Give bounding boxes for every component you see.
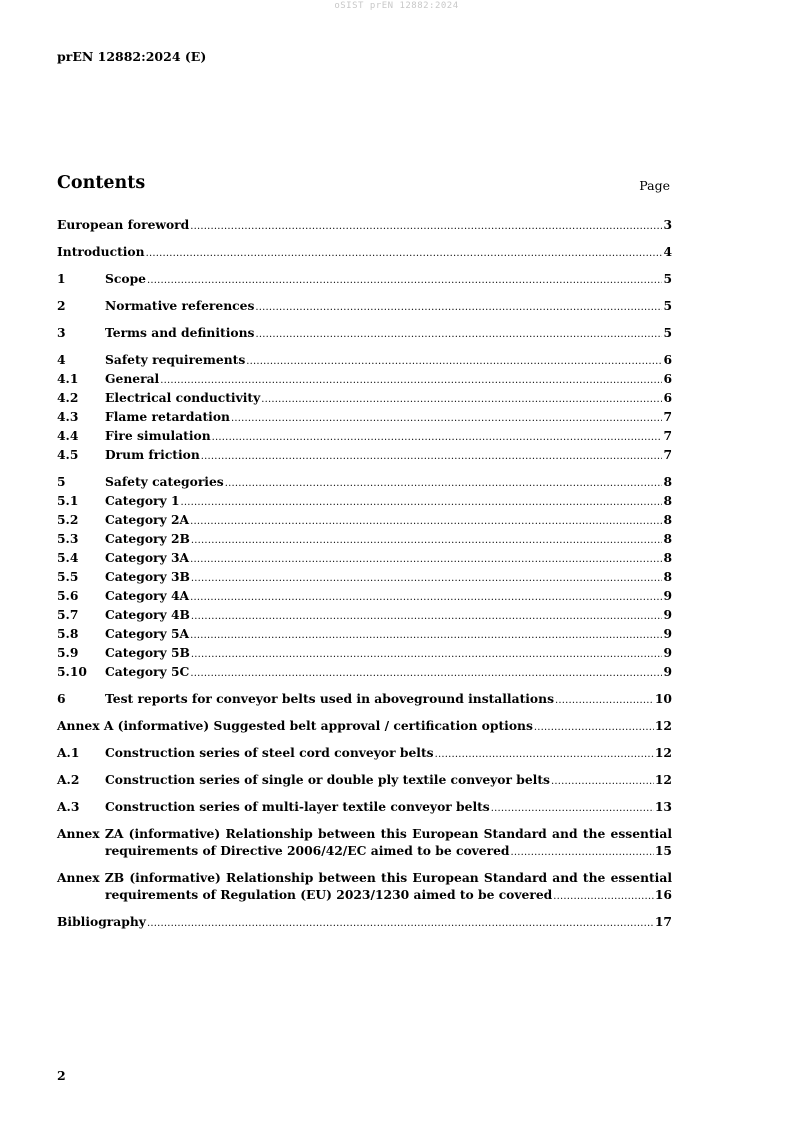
toc-entry-title: Category 3A — [105, 550, 190, 565]
toc-entry[interactable] — [57, 511, 672, 530]
toc-entry[interactable] — [57, 644, 672, 663]
toc-entry[interactable] — [57, 473, 672, 492]
toc-entry-page: 7 — [663, 428, 672, 443]
toc-entry-title: Scope — [105, 271, 146, 286]
toc-entry-title: Category 4B — [105, 607, 190, 622]
toc-entry-annex-zb[interactable] — [57, 869, 672, 905]
toc-entry-title: Category 4A — [105, 588, 190, 603]
toc-entry-title: Construction series of multi-layer textile conveyor belts — [105, 799, 490, 814]
toc-leader — [190, 627, 662, 644]
toc-entry[interactable] — [57, 324, 672, 343]
toc-entry-page: 16 — [654, 887, 672, 902]
toc-entry[interactable] — [57, 370, 672, 389]
toc-entry-page: 8 — [663, 512, 672, 527]
toc-leader — [146, 245, 663, 262]
toc-leader — [191, 646, 663, 663]
toc-entry-title-continued: requirements of Regulation (EU) 2023/1230 aimed to be covered — [105, 887, 553, 902]
toc-entry-title: Drum friction — [105, 447, 200, 462]
toc-entry-page: 8 — [663, 550, 672, 565]
toc-entry-title: Construction series of steel cord conveyor belts — [105, 745, 434, 760]
toc-entry-page: 15 — [654, 843, 672, 858]
toc-entry-number: 5.5 — [57, 569, 79, 584]
toc-entry-number: 6 — [57, 691, 66, 706]
toc-entry[interactable] — [57, 243, 672, 262]
toc-entry-number: 3 — [57, 325, 66, 340]
toc-entry-number: 4.3 — [57, 409, 79, 424]
toc-leader — [231, 410, 662, 427]
toc-entry-number: 4.4 — [57, 428, 79, 443]
toc-leader — [190, 665, 662, 682]
toc-entry-title: Bibliography — [57, 914, 146, 929]
toc-entry-number: 5.1 — [57, 493, 79, 508]
toc-entry-number: 5.4 — [57, 550, 79, 565]
toc-entry-page: 13 — [654, 799, 672, 814]
toc-leader — [191, 608, 663, 625]
toc-entry-title: General — [105, 371, 160, 386]
toc-entry[interactable] — [57, 625, 672, 644]
toc-leader — [190, 551, 662, 568]
toc-entry[interactable] — [57, 606, 672, 625]
toc-entry-number: A.2 — [57, 772, 80, 787]
toc-entry-number: 2 — [57, 298, 66, 313]
toc-entry[interactable] — [57, 389, 672, 408]
toc-entry-page: 9 — [663, 626, 672, 641]
toc-leader — [225, 475, 663, 492]
toc-entry[interactable] — [57, 568, 672, 587]
toc-entry-title-continued: requirements of Directive 2006/42/EC aimed to be covered — [105, 843, 510, 858]
toc-entry-page: 12 — [654, 745, 672, 760]
toc-entry-title: Category 2A — [105, 512, 190, 527]
toc-entry-annex-za[interactable] — [57, 825, 672, 861]
toc-entry-title: Category 5B — [105, 645, 190, 660]
toc-entry[interactable] — [57, 408, 672, 427]
toc-entry-page: 12 — [654, 772, 672, 787]
toc-leader — [201, 448, 663, 465]
toc-leader — [246, 353, 662, 370]
toc-entry-number: 5 — [57, 474, 66, 489]
toc-entry-title: Normative references — [105, 298, 255, 313]
toc-entry-number: 1 — [57, 271, 66, 286]
toc-entry[interactable] — [57, 297, 672, 316]
toc-entry[interactable] — [57, 663, 672, 682]
toc-entry[interactable] — [57, 492, 672, 511]
toc-entry-number: 4.5 — [57, 447, 79, 462]
toc-entry-title: Electrical conductivity — [105, 390, 261, 405]
toc-entry-number: 5.10 — [57, 664, 87, 679]
toc-entry-title: Test reports for conveyor belts used in aboveground installations — [105, 691, 554, 706]
toc-leader — [551, 773, 654, 790]
toc-leader — [553, 888, 654, 905]
toc-entry-title: Safety categories — [105, 474, 224, 489]
toc-entry[interactable] — [57, 216, 672, 235]
document-id: prEN 12882:2024 (E) — [57, 49, 207, 64]
toc-entry-title: Category 2B — [105, 531, 190, 546]
toc-entry[interactable] — [57, 270, 672, 289]
toc-entry-page: 6 — [663, 390, 672, 405]
toc-leader — [534, 719, 654, 736]
toc-entry-page: 4 — [663, 244, 672, 259]
toc-entry-title: European foreword — [57, 217, 190, 232]
toc-leader — [190, 218, 662, 235]
toc-entry[interactable] — [57, 690, 672, 709]
toc-entry-page: 6 — [663, 371, 672, 386]
toc-entry-title: Annex ZB (informative) Relationship between this European Standard and the essential — [57, 870, 672, 885]
toc-leader — [255, 326, 662, 343]
toc-entry-page: 17 — [654, 914, 672, 929]
toc-entry-number: 5.2 — [57, 512, 79, 527]
toc-entry-page: 3 — [663, 217, 672, 232]
toc-entry-number: 5.3 — [57, 531, 79, 546]
toc-entry-page: 5 — [663, 271, 672, 286]
toc-leader — [212, 429, 663, 446]
toc-entry[interactable] — [57, 427, 672, 446]
toc-entry-page: 7 — [663, 409, 672, 424]
toc-entry-number: 4.2 — [57, 390, 79, 405]
toc-entry-title: Annex ZA (informative) Relationship between this European Standard and the essential — [57, 826, 672, 841]
toc-entry-title: Fire simulation — [105, 428, 211, 443]
toc-entry-title: Terms and definitions — [105, 325, 255, 340]
toc-entry-page: 7 — [663, 447, 672, 462]
page-number: 2 — [57, 1068, 66, 1083]
toc-entry-title: Category 5A — [105, 626, 190, 641]
toc-leader — [435, 746, 654, 763]
toc-entry-title: Category 5C — [105, 664, 190, 679]
toc-leader — [261, 391, 662, 408]
toc-entry-page: 12 — [654, 718, 672, 733]
toc-entry[interactable] — [57, 587, 672, 606]
toc-entry-page: 5 — [663, 325, 672, 340]
toc-entry[interactable] — [57, 798, 672, 817]
toc-leader — [147, 272, 662, 289]
toc-entry-title: Flame retardation — [105, 409, 230, 424]
toc-entry-number: 5.7 — [57, 607, 79, 622]
toc-entry-page: 6 — [663, 352, 672, 367]
toc-leader — [491, 800, 654, 817]
toc-entry-page: 10 — [654, 691, 672, 706]
toc-entry-title: Construction series of single or double ply textile conveyor belts — [105, 772, 550, 787]
toc-entry-page: 9 — [663, 588, 672, 603]
toc-entry-page: 8 — [663, 493, 672, 508]
toc-entry-number: 5.8 — [57, 626, 79, 641]
toc-leader — [181, 494, 663, 511]
toc-entry[interactable] — [57, 446, 672, 465]
toc-entry-number: A.1 — [57, 745, 80, 760]
page-column-label: Page — [639, 178, 670, 193]
watermark: oSIST prEN 12882:2024 — [334, 1, 459, 11]
toc-entry-page: 9 — [663, 664, 672, 679]
toc-leader — [160, 372, 662, 389]
toc-entry-title: Annex A (informative) Suggested belt approval / certification options — [57, 718, 533, 733]
toc-entry[interactable] — [57, 351, 672, 370]
toc-entry-bibliography[interactable] — [57, 913, 672, 932]
toc-entry-page: 5 — [663, 298, 672, 313]
toc-entry[interactable] — [57, 549, 672, 568]
toc-leader — [255, 299, 662, 316]
toc-entry-page: 9 — [663, 607, 672, 622]
toc-leader — [555, 692, 654, 709]
toc-entry-number: 4 — [57, 352, 66, 367]
page-title: Contents — [57, 173, 146, 193]
toc-entry[interactable] — [57, 530, 672, 549]
toc-entry-page: 8 — [663, 569, 672, 584]
toc-leader — [190, 589, 662, 606]
table-of-contents — [57, 216, 672, 932]
toc-entry[interactable] — [57, 771, 672, 790]
toc-leader — [190, 513, 662, 530]
toc-entry-page: 8 — [663, 531, 672, 546]
toc-leader — [147, 915, 654, 932]
toc-entry-title: Category 1 — [105, 493, 180, 508]
toc-entry-title: Introduction — [57, 244, 145, 259]
toc-entry-number: 5.6 — [57, 588, 79, 603]
toc-leader — [511, 844, 654, 861]
toc-leader — [191, 570, 663, 587]
toc-entry-page: 8 — [663, 474, 672, 489]
toc-entry[interactable] — [57, 717, 672, 736]
toc-entry-page: 9 — [663, 645, 672, 660]
toc-entry-title: Category 3B — [105, 569, 190, 584]
toc-entry[interactable] — [57, 744, 672, 763]
toc-entry-title: Safety requirements — [105, 352, 246, 367]
toc-leader — [191, 532, 663, 549]
toc-entry-number: 4.1 — [57, 371, 79, 386]
toc-entry-number: A.3 — [57, 799, 80, 814]
toc-entry-number: 5.9 — [57, 645, 79, 660]
